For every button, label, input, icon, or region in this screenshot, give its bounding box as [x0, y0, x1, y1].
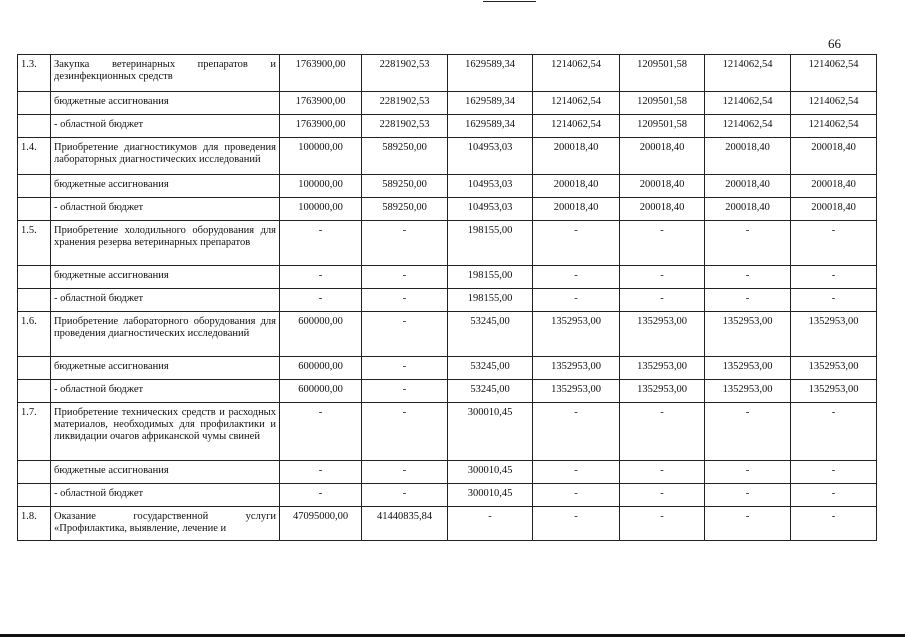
value-cell: 1352953,00 [705, 380, 791, 403]
value-cell: 1209501,58 [620, 115, 705, 138]
value-cell: - [362, 461, 448, 484]
row-description: - областной бюджет [51, 289, 280, 312]
row-description: бюджетные ассигнования [51, 461, 280, 484]
row-description: Закупка ветеринарных препаратов и дезинфекционных средств [51, 55, 280, 92]
value-cell: - [533, 461, 620, 484]
row-description: бюджетные ассигнования [51, 357, 280, 380]
row-code: 1.3. [18, 55, 51, 92]
value-cell: 600000,00 [280, 312, 362, 357]
value-cell: 1214062,54 [791, 115, 877, 138]
value-cell: - [705, 266, 791, 289]
value-cell: 1214062,54 [705, 55, 791, 92]
row-description: бюджетные ассигнования [51, 92, 280, 115]
value-cell: - [362, 357, 448, 380]
value-cell: - [362, 266, 448, 289]
page-number: 66 [828, 36, 841, 51]
value-cell: - [280, 289, 362, 312]
value-cell: - [280, 484, 362, 507]
row-code [18, 484, 51, 507]
row-code [18, 92, 51, 115]
value-cell: 104953,03 [448, 138, 533, 175]
row-code: 1.5. [18, 221, 51, 266]
value-cell: 1629589,34 [448, 55, 533, 92]
value-cell: - [705, 507, 791, 541]
value-cell: - [620, 221, 705, 266]
value-cell: 589250,00 [362, 175, 448, 198]
value-cell: - [362, 484, 448, 507]
value-cell: 1352953,00 [620, 380, 705, 403]
value-cell: 200018,40 [620, 198, 705, 221]
row-code: 1.7. [18, 403, 51, 461]
row-description: Приобретение диагностикумов для проведения лабораторных диагностических исследований [51, 138, 280, 175]
value-cell: 600000,00 [280, 357, 362, 380]
value-cell: 200018,40 [791, 138, 877, 175]
value-cell: 200018,40 [705, 175, 791, 198]
value-cell: 1763900,00 [280, 115, 362, 138]
value-cell: 198155,00 [448, 289, 533, 312]
row-description: Приобретение холодильного оборудования для хранения резерва ветеринарных препаратов [51, 221, 280, 266]
row-description: бюджетные ассигнования [51, 266, 280, 289]
value-cell: 1214062,54 [705, 92, 791, 115]
value-cell: - [705, 461, 791, 484]
value-cell: 1352953,00 [533, 357, 620, 380]
table-row [18, 507, 877, 541]
top-rule [483, 1, 536, 2]
value-cell: 589250,00 [362, 198, 448, 221]
table-row [18, 289, 877, 312]
table-row [18, 55, 877, 92]
table-row [18, 380, 877, 403]
value-cell: - [791, 403, 877, 461]
table-row [18, 115, 877, 138]
value-cell: 200018,40 [791, 175, 877, 198]
row-code: 1.4. [18, 138, 51, 175]
value-cell: - [705, 403, 791, 461]
value-cell: 53245,00 [448, 357, 533, 380]
value-cell: - [705, 289, 791, 312]
value-cell: 200018,40 [791, 198, 877, 221]
value-cell: 100000,00 [280, 138, 362, 175]
value-cell: - [362, 380, 448, 403]
table-row [18, 92, 877, 115]
value-cell: 200018,40 [620, 138, 705, 175]
value-cell: 200018,40 [620, 175, 705, 198]
value-cell: - [280, 461, 362, 484]
value-cell: 2281902,53 [362, 92, 448, 115]
value-cell: 1352953,00 [533, 380, 620, 403]
value-cell: 1214062,54 [533, 55, 620, 92]
table-row [18, 138, 877, 175]
row-description: Приобретение лабораторного оборудования для проведения диагностических исследований [51, 312, 280, 357]
value-cell: - [362, 221, 448, 266]
table-row [18, 403, 877, 461]
value-cell: - [362, 403, 448, 461]
value-cell: 1629589,34 [448, 115, 533, 138]
value-cell: - [791, 289, 877, 312]
value-cell: 1352953,00 [620, 357, 705, 380]
value-cell: - [620, 266, 705, 289]
value-cell: 1352953,00 [705, 357, 791, 380]
value-cell: - [791, 461, 877, 484]
row-description: - областной бюджет [51, 380, 280, 403]
value-cell: - [533, 484, 620, 507]
value-cell: 200018,40 [533, 138, 620, 175]
value-cell: 589250,00 [362, 138, 448, 175]
value-cell: - [791, 507, 877, 541]
row-code: 1.8. [18, 507, 51, 541]
row-code [18, 175, 51, 198]
value-cell: 1352953,00 [705, 312, 791, 357]
value-cell: - [280, 403, 362, 461]
value-cell: 2281902,53 [362, 55, 448, 92]
value-cell: 200018,40 [533, 198, 620, 221]
value-cell: 198155,00 [448, 266, 533, 289]
budget-table [17, 54, 877, 541]
value-cell: 1763900,00 [280, 92, 362, 115]
value-cell: 1629589,34 [448, 92, 533, 115]
value-cell: 1214062,54 [791, 92, 877, 115]
value-cell: 53245,00 [448, 312, 533, 357]
value-cell: - [791, 484, 877, 507]
value-cell: - [533, 289, 620, 312]
value-cell: - [533, 507, 620, 541]
value-cell: 53245,00 [448, 380, 533, 403]
value-cell: - [620, 484, 705, 507]
value-cell: 41440835,84 [362, 507, 448, 541]
value-cell: 200018,40 [705, 138, 791, 175]
value-cell: 300010,45 [448, 461, 533, 484]
row-code [18, 461, 51, 484]
row-description: Оказание государственной услуги «Профилактика, выявление, лечение и [51, 507, 280, 541]
value-cell: - [362, 289, 448, 312]
value-cell: 2281902,53 [362, 115, 448, 138]
value-cell: 100000,00 [280, 175, 362, 198]
value-cell: - [533, 221, 620, 266]
row-code [18, 266, 51, 289]
value-cell: - [533, 403, 620, 461]
value-cell: - [620, 403, 705, 461]
value-cell: - [362, 312, 448, 357]
value-cell: 198155,00 [448, 221, 533, 266]
value-cell: 1352953,00 [791, 380, 877, 403]
value-cell: 300010,45 [448, 484, 533, 507]
row-code [18, 198, 51, 221]
row-code [18, 357, 51, 380]
value-cell: 1214062,54 [791, 55, 877, 92]
value-cell: 1214062,54 [533, 115, 620, 138]
value-cell: 1352953,00 [620, 312, 705, 357]
value-cell: - [791, 266, 877, 289]
row-code: 1.6. [18, 312, 51, 357]
row-description: - областной бюджет [51, 484, 280, 507]
value-cell: - [280, 266, 362, 289]
row-code [18, 115, 51, 138]
row-description: бюджетные ассигнования [51, 175, 280, 198]
value-cell: 300010,45 [448, 403, 533, 461]
row-description: - областной бюджет [51, 115, 280, 138]
value-cell: - [280, 221, 362, 266]
table-row [18, 461, 877, 484]
row-description: - областной бюджет [51, 198, 280, 221]
value-cell: 200018,40 [533, 175, 620, 198]
value-cell: - [620, 507, 705, 541]
table-row [18, 198, 877, 221]
value-cell: - [705, 484, 791, 507]
value-cell: - [620, 289, 705, 312]
value-cell: 100000,00 [280, 198, 362, 221]
table-row [18, 221, 877, 266]
value-cell: 1352953,00 [791, 357, 877, 380]
value-cell: - [705, 221, 791, 266]
value-cell: 1209501,58 [620, 92, 705, 115]
bottom-rule [0, 634, 905, 637]
table-row [18, 357, 877, 380]
value-cell: 1763900,00 [280, 55, 362, 92]
value-cell: 104953,03 [448, 175, 533, 198]
value-cell: - [533, 266, 620, 289]
value-cell: - [620, 461, 705, 484]
table-row [18, 312, 877, 357]
row-code [18, 289, 51, 312]
value-cell: - [448, 507, 533, 541]
value-cell: 1352953,00 [791, 312, 877, 357]
row-code [18, 380, 51, 403]
value-cell: 104953,03 [448, 198, 533, 221]
table-row [18, 484, 877, 507]
value-cell: 1214062,54 [533, 92, 620, 115]
value-cell: 200018,40 [705, 198, 791, 221]
value-cell: 1352953,00 [533, 312, 620, 357]
table-row [18, 175, 877, 198]
value-cell: 47095000,00 [280, 507, 362, 541]
row-description: Приобретение технических средств и расходных материалов, необходимых для профилактики и ликвидации очагов африканской чумы свиней [51, 403, 280, 461]
value-cell: - [791, 221, 877, 266]
value-cell: 600000,00 [280, 380, 362, 403]
value-cell: 1209501,58 [620, 55, 705, 92]
value-cell: 1214062,54 [705, 115, 791, 138]
table-row [18, 266, 877, 289]
